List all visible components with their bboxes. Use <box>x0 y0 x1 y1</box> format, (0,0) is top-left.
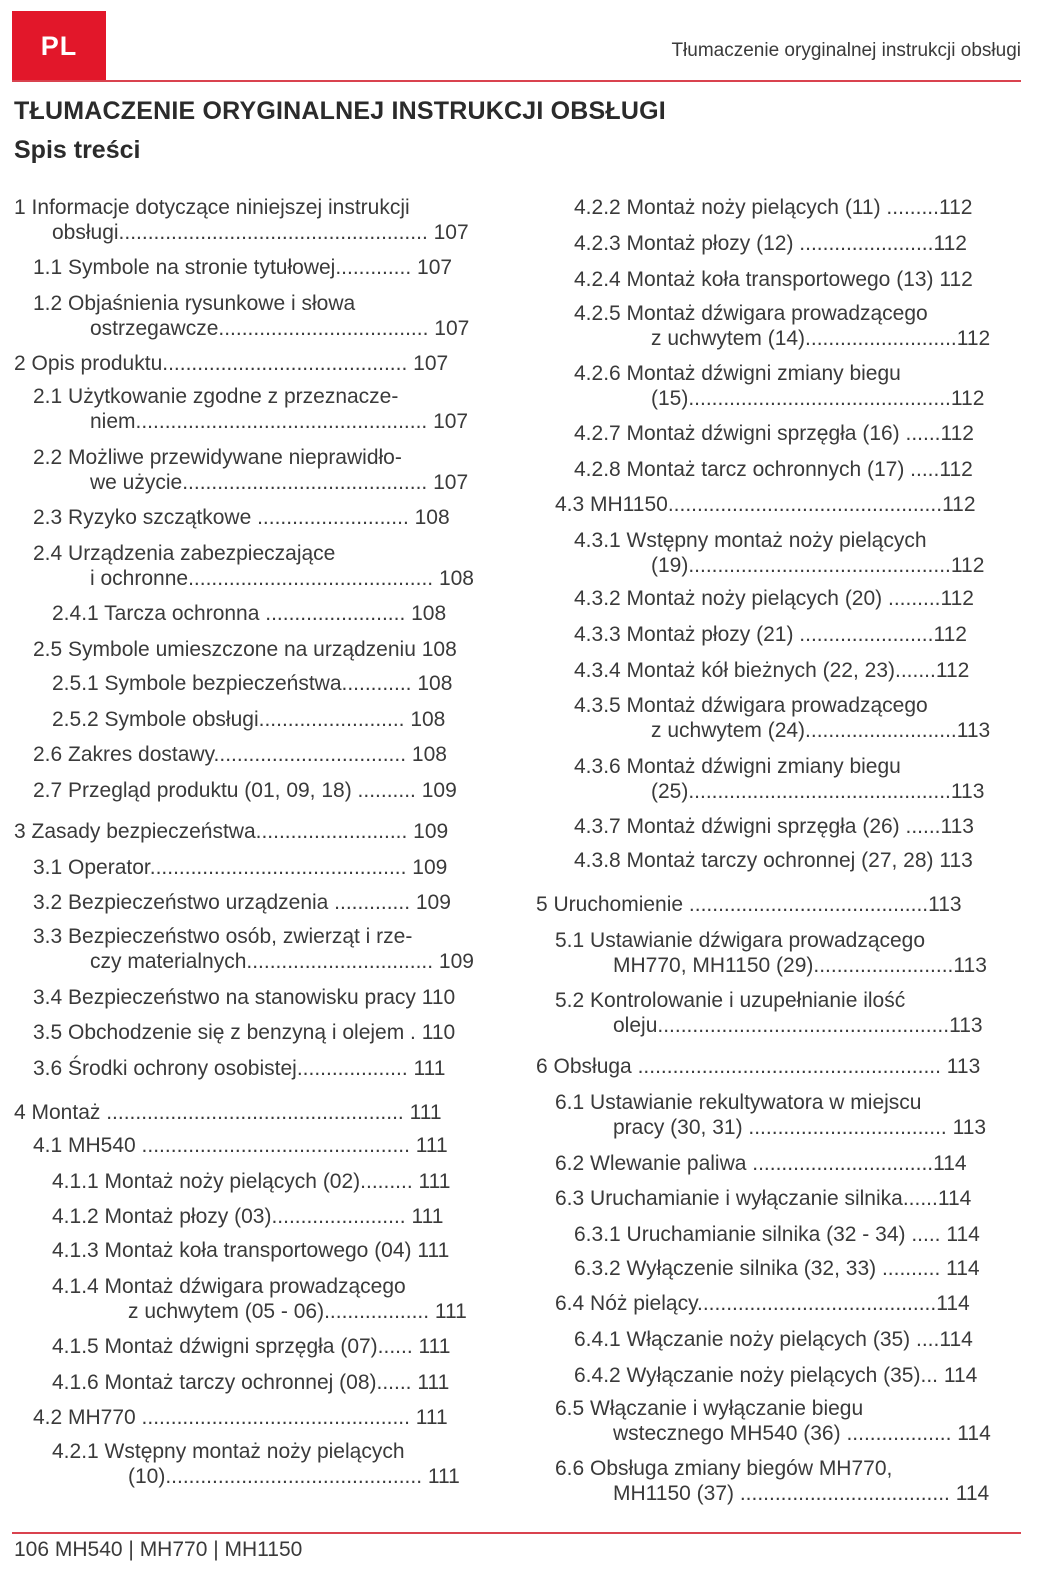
toc-entry[interactable] <box>33 985 455 1010</box>
toc-entry[interactable] <box>33 255 452 280</box>
toc-heading: Spis treści <box>14 136 141 164</box>
toc-entry[interactable] <box>52 1238 449 1263</box>
toc-entry-text: 4.1.6 Montaż tarczy ochronnej (08)...... 111 <box>52 1371 450 1394</box>
toc-entry-text: 4.1.5 Montaż dźwigni sprzęgła (07)...... 111 <box>52 1335 451 1358</box>
toc-entry[interactable] <box>574 1327 973 1352</box>
toc-entry-text: 4.1.1 Montaż noży pielących (02)......... 111 <box>52 1170 451 1193</box>
toc-entry[interactable] <box>33 1020 455 1045</box>
toc-entry[interactable] <box>555 1151 967 1176</box>
toc-entry[interactable] <box>574 1363 977 1388</box>
toc-entry-continuation: ostrzegawcze.................................... 107 <box>90 317 470 340</box>
toc-entry-continuation: z uchwytem (24)..........................113 <box>651 719 991 742</box>
footer-page-info: 106 MH540 | MH770 | MH1150 <box>14 1538 303 1561</box>
toc-entry-continuation: wstecznego MH540 (36) .................. 114 <box>613 1422 991 1445</box>
toc-entry-text: 6.3.1 Uruchamianie silnika (32 - 34) ..... 114 <box>574 1223 980 1246</box>
header-title: Tłumaczenie oryginalnej instrukcji obsługi <box>671 40 1021 61</box>
toc-entry-text: 4.2 MH770 .............................................. 111 <box>33 1406 448 1429</box>
toc-entry[interactable] <box>14 1100 442 1125</box>
toc-entry[interactable] <box>33 778 457 803</box>
toc-entry[interactable] <box>536 892 962 917</box>
toc-entry[interactable] <box>555 928 987 978</box>
toc-entry[interactable] <box>574 528 984 578</box>
toc-entry-text: 3.3 Bezpieczeństwo osób, zwierząt i rze- <box>33 925 413 948</box>
toc-entry-text: 6.2 Wlewanie paliwa ...............................114 <box>555 1152 967 1175</box>
toc-entry[interactable] <box>574 814 974 839</box>
toc-entry-text: 6 Obsługa .................................................... 113 <box>536 1055 981 1078</box>
toc-entry[interactable] <box>52 1439 460 1489</box>
toc-entry-text: 2.5 Symbole umieszczone na urządzeniu 108 <box>33 638 457 661</box>
toc-entry[interactable] <box>555 1090 986 1140</box>
toc-entry[interactable] <box>33 855 447 880</box>
toc-entry-text: 2.3 Ryzyko szczątkowe .......................... 108 <box>33 506 450 529</box>
toc-entry[interactable] <box>33 384 468 434</box>
toc-entry-text: 4.1.3 Montaż koła transportowego (04) 111 <box>52 1239 450 1262</box>
toc-entry-text: 4.2.2 Montaż noży pielących (11) .........112 <box>574 196 973 219</box>
toc-entry-text: 1.1 Symbole na stronie tytułowej............. 107 <box>33 256 453 279</box>
toc-entry[interactable] <box>574 586 974 611</box>
toc-entry-text: 6.4.2 Wyłączanie noży pielących (35)... 114 <box>574 1364 978 1387</box>
toc-entry-text: 6.6 Obsługa zmiany biegów MH770, <box>555 1457 893 1480</box>
toc-entry-continuation: niem.................................................. 107 <box>90 410 469 433</box>
toc-entry-continuation: z uchwytem (14)..........................112 <box>651 327 991 350</box>
toc-entry-text: 4.3.2 Montaż noży pielących (20) .........112 <box>574 587 974 610</box>
toc-entry-continuation: (15).............................................112 <box>651 387 985 410</box>
toc-entry[interactable] <box>52 1274 467 1324</box>
toc-entry-text: 3.1 Operator............................................ 109 <box>33 856 448 879</box>
toc-entry-text: 2.5.1 Symbole bezpieczeństwa............ 108 <box>52 672 453 695</box>
toc-entry-text: 4.2.6 Montaż dźwigni zmiany biegu <box>574 362 901 385</box>
toc-entry[interactable] <box>14 819 448 844</box>
toc-entry-continuation: z uchwytem (05 - 06).................. 111 <box>128 1300 467 1323</box>
toc-entry-text: 6.3.2 Wyłączenie silnika (32, 33) .......... 114 <box>574 1257 980 1280</box>
toc-entry[interactable] <box>555 1291 970 1316</box>
toc-entry-text: 2.4.1 Tarcza ochronna ........................ 108 <box>52 602 447 625</box>
toc-entry[interactable] <box>555 1456 989 1506</box>
toc-entry-continuation: we użycie.......................................... 107 <box>90 471 469 494</box>
toc-entry[interactable] <box>33 541 474 591</box>
toc-entry-text: 4.1.4 Montaż dźwigara prowadzącego <box>52 1275 406 1298</box>
toc-entry-text: 6.4.1 Włączanie noży pielących (35) ....114 <box>574 1328 973 1351</box>
toc-entry-continuation: obsługi..................................................... 107 <box>52 221 469 244</box>
toc-entry-text: 3.5 Obchodzenie się z benzyną i olejem . 110 <box>33 1021 456 1044</box>
toc-entry-text: 2.2 Możliwe przewidywane nieprawidło- <box>33 446 402 469</box>
toc-entry-continuation: (25).............................................113 <box>651 780 985 803</box>
toc-entry-text: 5.2 Kontrolowanie i uzupełnianie ilość <box>555 989 906 1012</box>
toc-entry[interactable] <box>574 848 973 873</box>
toc-entry-text: 4.2.3 Montaż płozy (12) .......................112 <box>574 232 967 255</box>
toc-entry[interactable] <box>52 601 446 626</box>
toc-entry[interactable] <box>574 267 973 292</box>
toc-entry-continuation: i ochronne.......................................... 108 <box>90 567 474 590</box>
toc-entry[interactable] <box>536 1054 980 1079</box>
toc-entry[interactable] <box>574 754 984 804</box>
toc-entry[interactable] <box>574 693 990 743</box>
toc-entry-continuation: MH1150 (37) .................................... 114 <box>613 1482 990 1505</box>
toc-entry-text: 4.3.6 Montaż dźwigni zmiany biegu <box>574 755 901 778</box>
toc-entry[interactable] <box>14 351 448 376</box>
toc-entry-text: 4.1.2 Montaż płozy (03)....................... 111 <box>52 1205 444 1228</box>
toc-entry-text: 4.3.1 Wstępny montaż noży pielących <box>574 529 927 552</box>
toc-entry[interactable] <box>555 1186 971 1211</box>
toc-entry-text: 3.6 Środki ochrony osobistej................... 111 <box>33 1057 446 1080</box>
toc-entry-text: 3.2 Bezpieczeństwo urządzenia ............. 109 <box>33 891 451 914</box>
toc-entry-text: 4.1 MH540 .............................................. 111 <box>33 1134 448 1157</box>
toc-entry-text: 2.6 Zakres dostawy................................. 108 <box>33 743 447 766</box>
toc-entry[interactable] <box>52 707 445 732</box>
toc-entry[interactable] <box>574 1222 980 1247</box>
toc-entry[interactable] <box>574 361 984 411</box>
toc-entry-text: 6.1 Ustawianie rekultywatora w miejscu <box>555 1091 922 1114</box>
toc-entry-text: 4.3.3 Montaż płozy (21) .......................112 <box>574 623 967 646</box>
toc-entry[interactable] <box>33 1405 448 1430</box>
toc-entry-text: 2.1 Użytkowanie zgodne z przeznacze- <box>33 385 399 408</box>
language-badge: PL <box>12 11 106 81</box>
toc-entry-continuation: (19).............................................112 <box>651 554 985 577</box>
toc-entry[interactable] <box>52 671 452 696</box>
toc-entry-text: 6.5 Włączanie i wyłączanie biegu <box>555 1397 864 1420</box>
toc-entry[interactable] <box>574 231 967 256</box>
toc-entry[interactable] <box>574 622 967 647</box>
toc-entry-text: 4.2.4 Montaż koła transportowego (13) 112 <box>574 268 973 291</box>
toc-entry-text: 4.2.5 Montaż dźwigara prowadzącego <box>574 302 928 325</box>
toc-entry-text: 4.3 MH1150...............................................112 <box>555 493 976 516</box>
toc-entry-text: 3.4 Bezpieczeństwo na stanowisku pracy 110 <box>33 986 456 1009</box>
toc-entry-text: 6.3 Uruchamianie i wyłączanie silnika......114 <box>555 1187 972 1210</box>
toc-entry[interactable] <box>52 1204 443 1229</box>
document-title: TŁUMACZENIE ORYGINALNEJ INSTRUKCJI OBSŁUGI <box>14 97 666 125</box>
toc-entry-text: 3 Zasady bezpieczeństwa.......................... 109 <box>14 820 449 843</box>
toc-entry[interactable] <box>33 742 447 767</box>
toc-entry[interactable] <box>52 1370 449 1395</box>
toc-entry[interactable] <box>555 1396 991 1446</box>
toc-entry[interactable] <box>33 505 450 530</box>
toc-entry-text: 4.3.5 Montaż dźwigara prowadzącego <box>574 694 928 717</box>
toc-entry-text: 6.4 Nóż pielący.........................................114 <box>555 1292 970 1315</box>
toc-entry[interactable] <box>33 1133 448 1158</box>
toc-entry-text: 2.7 Przegląd produktu (01, 09, 18) .......... 109 <box>33 779 457 802</box>
toc-entry[interactable] <box>574 1256 980 1281</box>
toc-entry-text: 4.3.8 Montaż tarczy ochronnej (27, 28) 113 <box>574 849 973 872</box>
toc-entry-text: 4.3.4 Montaż kół bieżnych (22, 23).......112 <box>574 659 970 682</box>
toc-entry[interactable] <box>52 1334 450 1359</box>
footer-divider <box>12 1532 1021 1534</box>
toc-entry-text: 1 Informacje dotyczące niniejszej instrukcji <box>14 196 410 219</box>
toc-entry-text: 4.2.8 Montaż tarcz ochronnych (17) .....112 <box>574 458 973 481</box>
toc-entry[interactable] <box>14 195 469 245</box>
toc-entry-continuation: czy materialnych................................ 109 <box>90 950 474 973</box>
toc-entry[interactable] <box>574 457 973 482</box>
toc-entry[interactable] <box>33 637 457 662</box>
toc-entry-text: 4 Montaż ................................................... 111 <box>14 1101 442 1124</box>
toc-entry[interactable] <box>555 492 976 517</box>
toc-entry[interactable] <box>33 924 474 974</box>
toc-entry[interactable] <box>33 291 469 341</box>
toc-entry-text: 5.1 Ustawianie dźwigara prowadzącego <box>555 929 926 952</box>
toc-entry-continuation: oleju..................................................113 <box>613 1014 983 1037</box>
toc-entry-text: 2.4 Urządzenia zabezpieczające <box>33 542 336 565</box>
toc-entry-continuation: (10)............................................ 111 <box>128 1465 460 1488</box>
toc-entry-text: 4.3.7 Montaż dźwigni sprzęgła (26) ......113 <box>574 815 974 838</box>
toc-entry-text: 4.2.7 Montaż dźwigni sprzęgła (16) ......112 <box>574 422 974 445</box>
header-divider <box>12 80 1021 82</box>
toc-entry[interactable] <box>555 988 983 1038</box>
toc-entry[interactable] <box>574 658 969 683</box>
toc-entry[interactable] <box>574 301 990 351</box>
toc-entry-text: 2.5.2 Symbole obsługi......................... 108 <box>52 708 446 731</box>
toc-entry-text: 2 Opis produktu.......................................... 107 <box>14 352 449 375</box>
toc-entry-text: 1.2 Objaśnienia rysunkowe i słowa <box>33 292 356 315</box>
toc-entry-continuation: MH770, MH1150 (29)........................113 <box>613 954 987 977</box>
toc-entry[interactable] <box>574 421 974 446</box>
toc-entry-text: 5 Uruchomienie .........................................113 <box>536 893 962 916</box>
toc-entry[interactable] <box>574 195 972 220</box>
toc-entry-continuation: pracy (30, 31) .................................. 113 <box>613 1116 987 1139</box>
toc-entry[interactable] <box>33 890 451 915</box>
toc-entry[interactable] <box>33 1056 445 1081</box>
toc-entry-text: 4.2.1 Wstępny montaż noży pielących <box>52 1440 405 1463</box>
toc-entry[interactable] <box>33 445 468 495</box>
toc-entry[interactable] <box>52 1169 450 1194</box>
